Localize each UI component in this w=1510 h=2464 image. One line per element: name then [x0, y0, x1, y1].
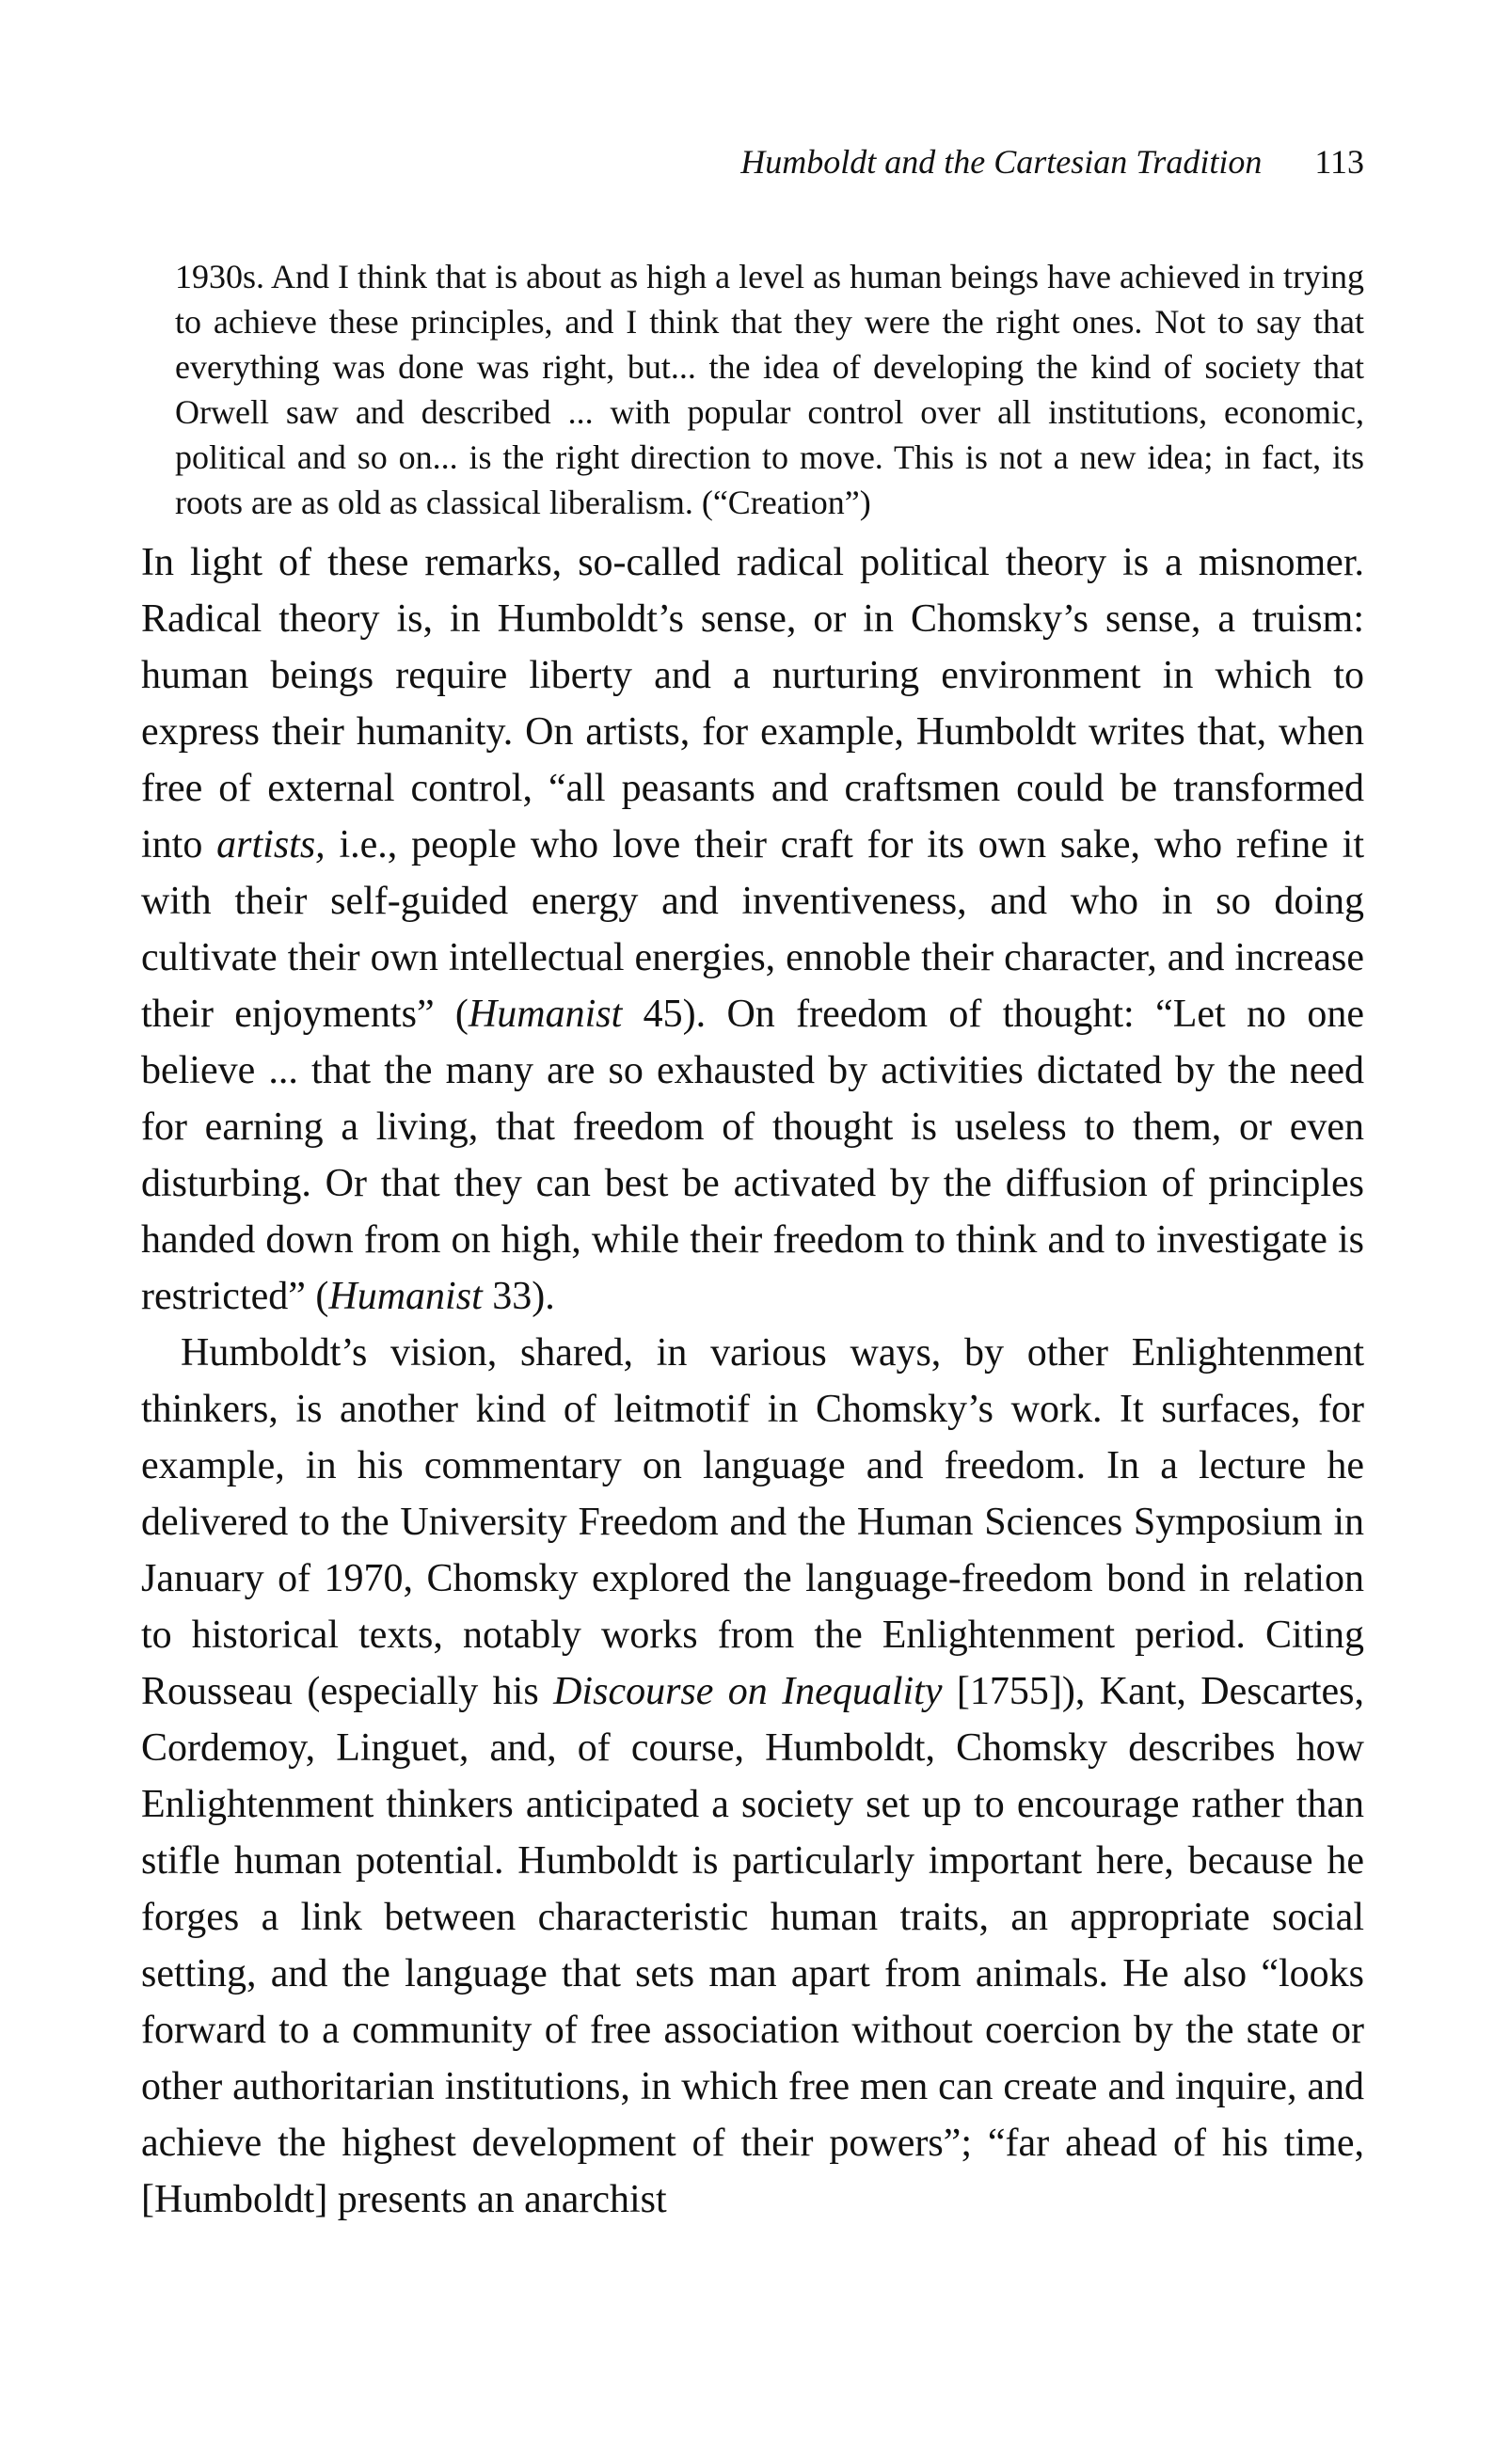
page-number: 113 [1314, 143, 1364, 181]
running-head [740, 141, 1364, 183]
text-run: In light of these remarks, so-called radical political theory is a misnomer. Radical theory is, in Humboldt’s sense, or in Chomsky’s sense, a truism: human beings require liberty and a nurturing environment in which to express their humanity. On artists, for example, Humboldt writes that, when free of external control, “all peasants and craftsmen could be transformed into [141, 541, 1364, 866]
text-run: [1755]), Kant, Descartes, Cordemoy, Linguet, and, of course, Humboldt, Chomsky describes how Enlightenment thinkers anticipated a society set up to encourage rather than stifle human potential. Humboldt is particularly important here, because he forges a link between characteristic human traits, an appropriate social setting, and the language that sets man apart from animals. He also “looks forward to a community of free association without coercion by the state or other authoritarian institutions, in which free men can create and inquire, and achieve the highest development of their powers”; “far ahead of his time, [Humboldt] presents an anarchist [141, 1670, 1365, 2221]
body-text [141, 534, 1364, 2228]
paragraph [141, 534, 1364, 1325]
italic-title: Discourse on Inequality [553, 1670, 943, 1713]
book-page [141, 0, 1364, 2464]
citation-title: Humanist [468, 993, 623, 1036]
citation-title: Humanist [328, 1275, 483, 1318]
block-quote: 1930s. And I think that is about as high a level as human beings have achieved in trying to achieve these principles, and I think that they were the right ones. Not to say that everything was done was right, but... the idea of developing the kind of society that Orwell saw and described ... with popular control over all institutions, economic, political and so on... is the right direction to move. This is not a new idea; in fact, its roots are as old as classical liberalism. (“Creation”) [175, 258, 1364, 521]
running-title: Humboldt and the Cartesian Tradition [740, 143, 1263, 181]
text-run: Humboldt’s vision, shared, in various ways, by other Enlightenment thinkers, is another kind of leitmotif in Chomsky’s work. It surfaces, for example, in his commentary on language and freedom. In a lecture he delivered to the University Freedom and the Human Sciences Symposium in January of 1970, Chomsky explored the language-freedom bond in relation to historical texts, notably works from the Enlightenment period. Citing Rousseau (especially his [141, 1331, 1364, 1713]
text-run: 45). On freedom of thought: “Let no one believe ... that the many are so exhausted by activities dictated by the need for earning a living, that freedom of thought is useless to them, or even disturbing. Or that they can best be activated by the diffusion of principles handed down from on high, while their freedom to think and to investigate is restricted” ( [141, 993, 1365, 1318]
italic-text: artists, [216, 823, 326, 866]
text-run: 33). [482, 1275, 555, 1318]
paragraph [141, 1325, 1364, 2228]
text-run: i.e., people who love their craft for its own sake, who refine it with their self-guided energy and inventiveness, and who in so doing cultivate their own intellectual energies, ennoble their character, and increase their enjoyments” ( [141, 823, 1364, 1036]
